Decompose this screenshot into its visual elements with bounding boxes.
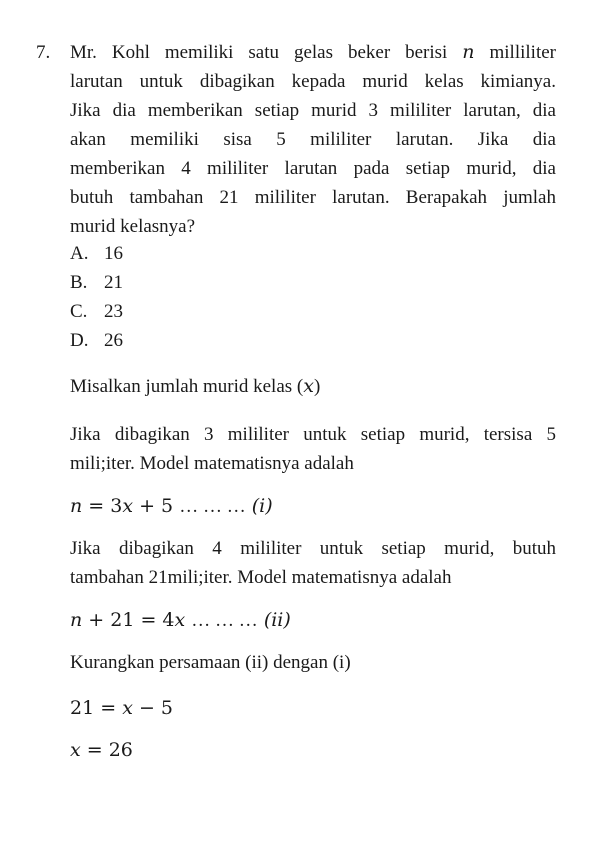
step-2-line-2: tambahan 21mili;iter. Model matematisnya adalah	[70, 567, 452, 588]
eq1-lhs: n	[70, 495, 83, 517]
eq1-label: (i)	[245, 495, 273, 517]
equation-3	[70, 694, 173, 723]
step-1-line-1: Jika dibagikan 3 mililiter untuk setiap murid, tersisa 5	[70, 424, 556, 445]
option-letter: C.	[70, 301, 88, 322]
eq1-var: x	[122, 495, 134, 517]
eq1-rest: + 5	[133, 495, 180, 517]
option-letter: D.	[70, 330, 89, 351]
eq2-mid: + 21 = 4	[82, 609, 175, 631]
option-value: 16	[104, 243, 123, 264]
answer-options	[70, 239, 123, 355]
variable-n: n	[462, 41, 475, 63]
question-line-2: larutan untuk dibagikan kepada murid kelas kimianya.	[70, 71, 556, 92]
option-value: 21	[104, 272, 123, 293]
eq2-var: x	[174, 609, 186, 631]
question-line-1	[70, 38, 556, 67]
variable-x: x	[303, 375, 314, 397]
eq4-rhs: = 26	[80, 739, 133, 761]
option-value: 23	[104, 301, 123, 322]
option-letter: B.	[70, 272, 88, 293]
eq4-var: x	[70, 739, 81, 761]
eq2-lhs: n	[70, 609, 83, 631]
question-line-7: murid kelasnya?	[70, 216, 196, 237]
solution-intro-text: Misalkan jumlah murid kelas (	[70, 376, 304, 397]
solution-intro-close: )	[313, 376, 321, 397]
option-b	[70, 268, 123, 297]
eq1-dots: … … …	[179, 496, 246, 517]
question-line-6: butuh tambahan 21 mililiter larutan. Berapakah jumlah	[70, 187, 556, 208]
equation-4	[70, 736, 133, 765]
solution-step-2	[70, 534, 556, 592]
eq3-rhs: − 5	[132, 697, 173, 719]
solution-step-1	[70, 420, 556, 478]
solution-intro	[70, 372, 556, 401]
option-c	[70, 297, 123, 326]
option-a	[70, 239, 123, 268]
equation-1	[70, 492, 273, 521]
question-line-5: memberikan 4 mililiter larutan pada setiap murid, dia	[70, 158, 556, 179]
eq3-lhs: 21 =	[70, 697, 123, 719]
question-line-1-before: Mr. Kohl memiliki satu gelas beker berisi	[70, 42, 463, 63]
option-d	[70, 326, 123, 355]
equation-2	[70, 606, 291, 635]
option-value: 26	[104, 330, 123, 351]
question-line-4: akan memiliki sisa 5 mililiter larutan. Jika dia	[70, 129, 556, 150]
eq2-dots: … … …	[191, 610, 258, 631]
eq1-mid: = 3	[82, 495, 123, 517]
question-line-3: Jika dia memberikan setiap murid 3 mililiter larutan, dia	[70, 100, 556, 121]
option-letter: A.	[70, 243, 89, 264]
question-number: 7.	[36, 42, 51, 63]
step-1-line-2: mili;iter. Model matematisnya adalah	[70, 453, 354, 474]
question-line-1-after: milliliter	[474, 42, 556, 63]
solution-step-3: Kurangkan persamaan (ii) dengan (i)	[70, 652, 351, 673]
step-2-line-1: Jika dibagikan 4 mililiter untuk setiap murid, butuh	[70, 538, 556, 559]
eq2-label: (ii)	[257, 609, 291, 631]
question-text	[70, 38, 556, 241]
eq3-var: x	[122, 697, 133, 719]
